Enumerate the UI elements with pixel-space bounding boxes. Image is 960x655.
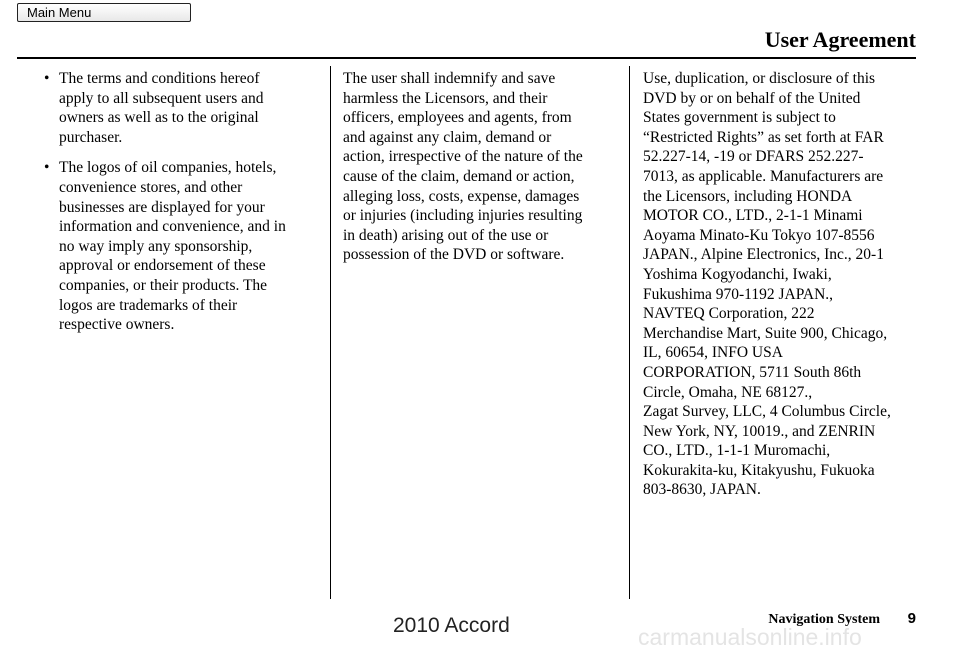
column-divider (629, 66, 630, 599)
bullet-item-logos (44, 158, 326, 334)
page-title: User Agreement (764, 27, 916, 52)
model-watermark: 2010 Accord (393, 614, 510, 637)
restricted-rights-paragraph: Use, duplication, or disclosure of this DVD by or on behalf of the United States government is subject to “Restricted Rights” as set forth at FAR 52.227-14, -19 or DFARS 252.227- 7013, as applicable. Manufacturers are the Licensors, including HONDA MOTOR CO., LTD., 2-1-1 Minami Aoyama Minato-Ku Tokyo 107-8556 JAPAN., Alpine Electronics, Inc., 20-1 Yoshima Kogyodanchi, Iwaki, Fukushima 970-1192 JAPAN., NAVTEQ Corporation, 222 Merchandise Mart, Suite 900, Chicago, IL, 60654, INFO USA CORPORATION, 5711 South 86th Circle, Omaha, NE 68127., Zagat Survey, LLC, 4 Columbus Circle, New York, NY, 10019., and ZENRIN CO., LTD., 1-1-1 Muromachi, Kokurakita-ku, Kitakyushu, Fukuoka 803-8630, JAPAN. (643, 70, 891, 499)
bullet-text-logos: The logos of oil companies, hotels, convenience stores, and other businesses are displayed for your information and convenience, and in no way imply any sponsorship, approval or endorsement of these companies, or their products. The logos are trademarks of their respective owners. (59, 159, 286, 334)
indemnify-paragraph: The user shall indemnify and save harmless the Licensors, and their officers, employees and agents, from and against any claim, demand or action, irrespective of the nature of the cause of the claim, demand or action, alleging loss, costs, expense, damages or injuries (including injuries resulting in death) arising out of the use or possession of the DVD or software. (343, 70, 583, 264)
column-middle (343, 69, 625, 265)
bullet-icon: • (44, 159, 50, 177)
bullet-text-terms: The terms and conditions hereof apply to all subsequent users and owners as well as to the original purchaser. (59, 70, 264, 146)
title-rule (17, 57, 916, 59)
bullet-icon: • (44, 70, 50, 87)
main-menu-button[interactable]: Main Menu (17, 3, 191, 22)
page-number: 9 (907, 610, 916, 627)
column-left (44, 69, 326, 346)
column-right (643, 69, 928, 500)
site-watermark: carmanualsonline.info (638, 624, 862, 650)
footer-section-label: Navigation System (768, 612, 880, 627)
bullet-item-terms (44, 69, 326, 147)
column-divider (330, 66, 331, 599)
